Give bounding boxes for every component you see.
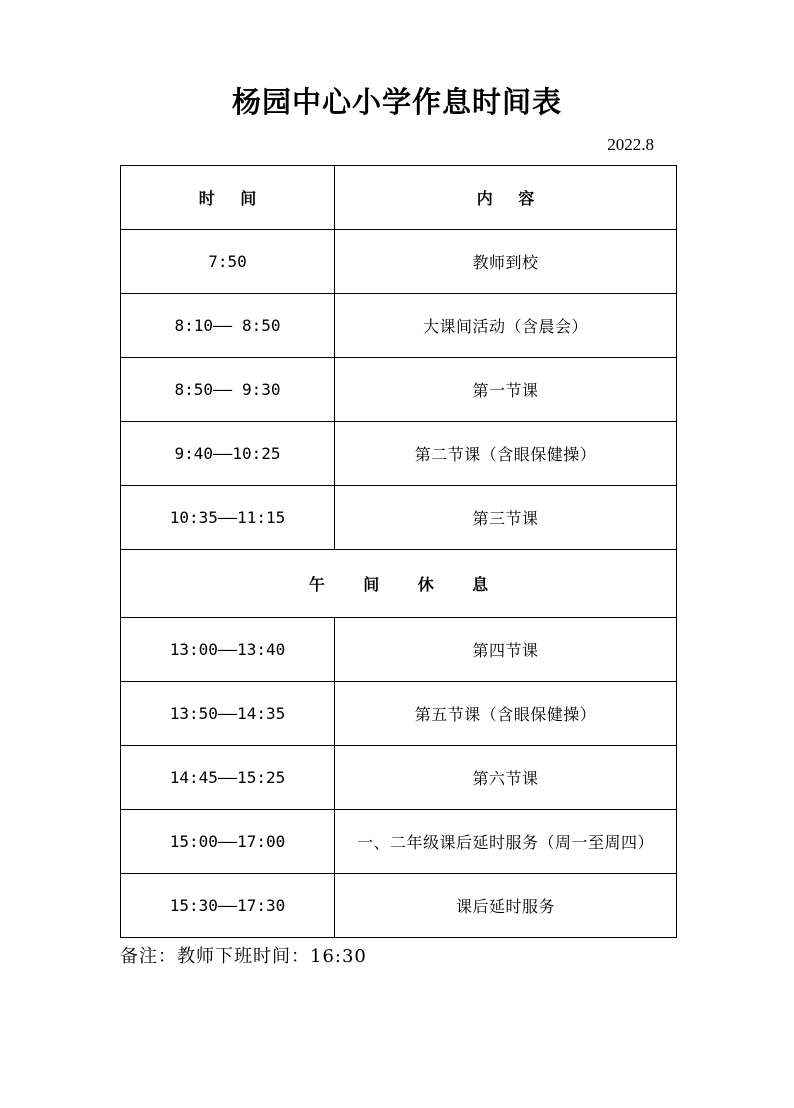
table-row (121, 422, 677, 486)
content-cell: 第二节课（含眼保健操） (335, 422, 677, 486)
content-cell: 一、二年级课后延时服务（周一至周四） (335, 810, 677, 874)
table-row (121, 874, 677, 938)
header-content: 内容 (335, 166, 677, 230)
table-row (121, 618, 677, 682)
time-cell: 15:00——17:00 (121, 810, 335, 874)
table-row (121, 810, 677, 874)
table-header-row (121, 166, 677, 230)
content-cell: 第六节课 (335, 746, 677, 810)
content-cell: 教师到校 (335, 230, 677, 294)
lunch-break-row (121, 550, 677, 618)
page-title: 杨园中心小学作息时间表 (231, 85, 562, 119)
time-cell: 14:45——15:25 (121, 746, 335, 810)
time-cell: 13:50——14:35 (121, 682, 335, 746)
document-date: 2022.8 (607, 135, 654, 154)
table-row (121, 486, 677, 550)
lunch-break-cell (121, 550, 677, 618)
table-row (121, 682, 677, 746)
content-cell: 课后延时服务 (335, 874, 677, 938)
table-row (121, 230, 677, 294)
time-cell: 9:40——10:25 (121, 422, 335, 486)
header-time: 时间 (121, 166, 335, 230)
time-cell: 8:10—— 8:50 (121, 294, 335, 358)
table-row (121, 294, 677, 358)
table-row (121, 358, 677, 422)
content-cell: 第五节课（含眼保健操） (335, 682, 677, 746)
content-cell: 第四节课 (335, 618, 677, 682)
content-cell: 第一节课 (335, 358, 677, 422)
time-cell: 8:50—— 9:30 (121, 358, 335, 422)
time-cell: 13:00——13:40 (121, 618, 335, 682)
time-cell: 7:50 (121, 230, 335, 294)
footer-note: 备注：教师下班时间：16:30 (120, 946, 367, 967)
content-cell: 第三节课 (335, 486, 677, 550)
lunch-break-label: 午间休息 (308, 575, 527, 594)
table-row (121, 746, 677, 810)
time-cell: 10:35——11:15 (121, 486, 335, 550)
content-cell: 大课间活动（含晨会） (335, 294, 677, 358)
time-cell: 15:30——17:30 (121, 874, 335, 938)
schedule-table (120, 165, 677, 938)
